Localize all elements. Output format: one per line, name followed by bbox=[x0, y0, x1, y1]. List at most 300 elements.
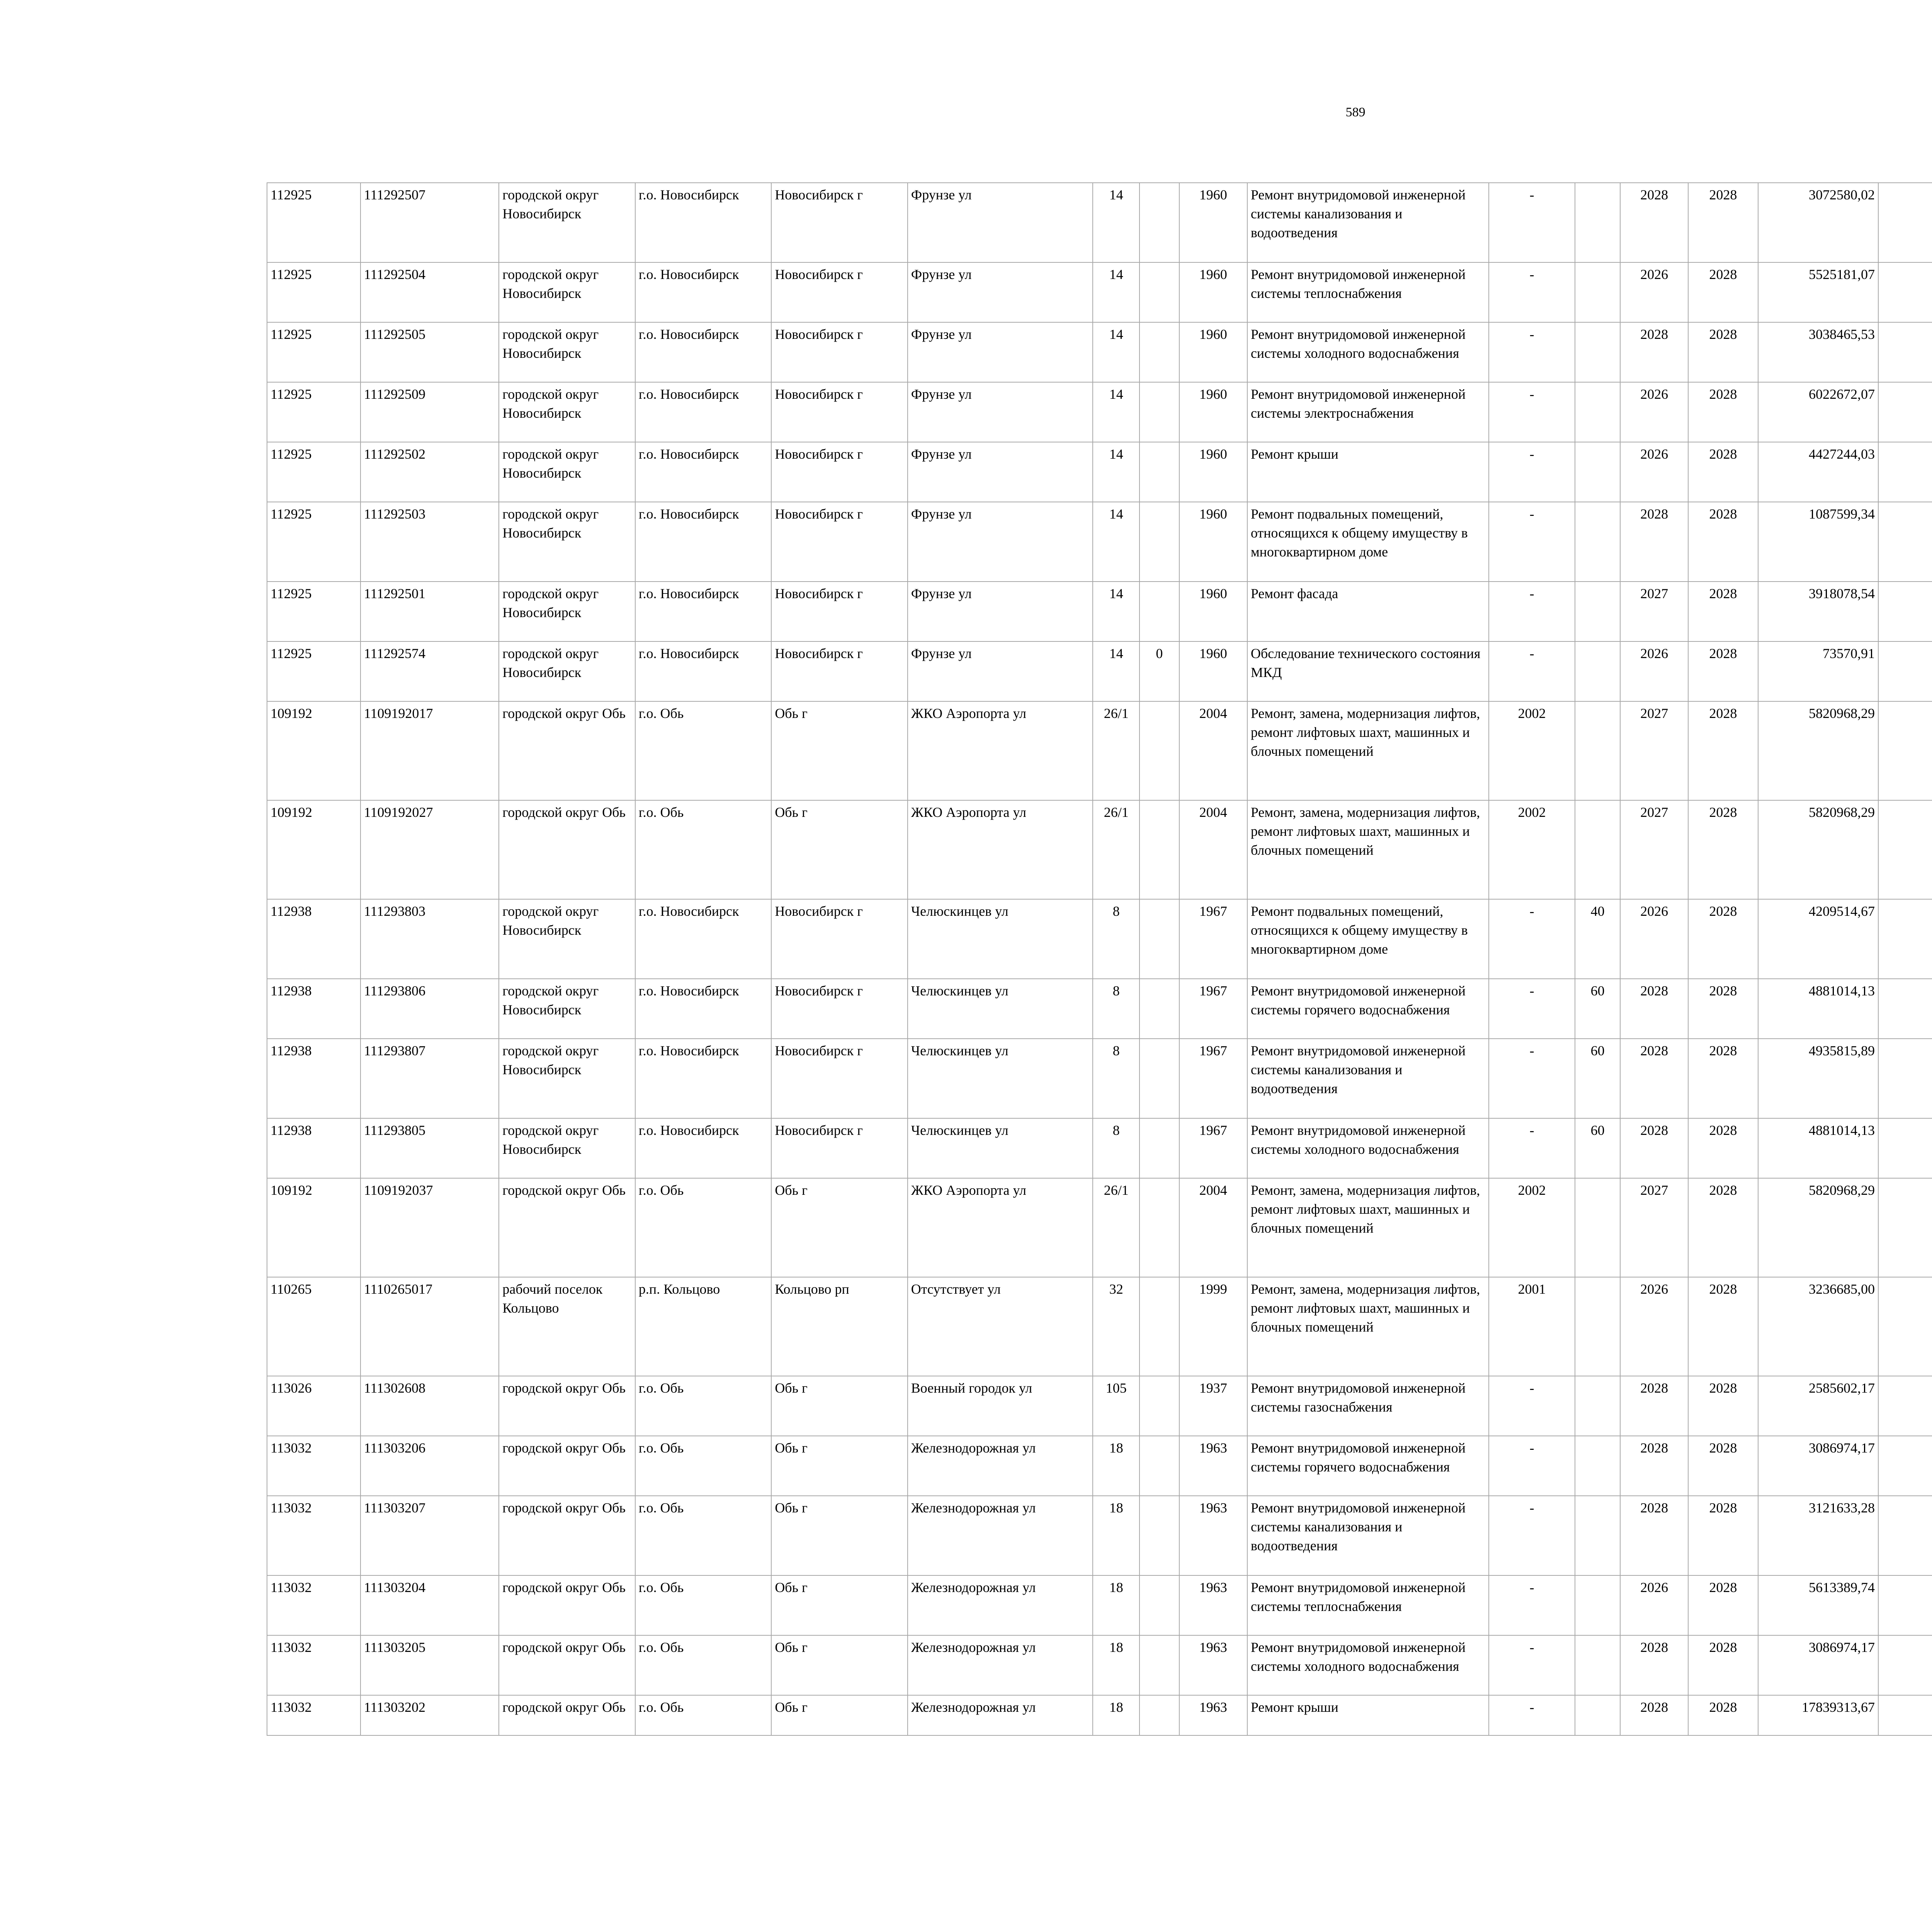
deadline-year-cell: 2028 bbox=[1688, 1118, 1758, 1178]
building-cell bbox=[1139, 899, 1179, 979]
build-year-cell: 1937 bbox=[1179, 1376, 1247, 1436]
house-id-cell: 112925 bbox=[267, 442, 361, 502]
settlement-cell: Обь г bbox=[771, 1635, 907, 1695]
deadline-year-cell: 2028 bbox=[1688, 582, 1758, 641]
build-year-cell: 1960 bbox=[1179, 582, 1247, 641]
cost-cell: 4935815,89 bbox=[1758, 1039, 1878, 1118]
work-type-cell: Ремонт внутридомовой инженерной системы горячего водоснабжения bbox=[1247, 1436, 1489, 1496]
settlement-cell: Новосибирск г bbox=[771, 899, 907, 979]
build-year-cell: 2004 bbox=[1179, 1178, 1247, 1277]
build-year-cell: 1960 bbox=[1179, 641, 1247, 701]
house-id-cell: 112938 bbox=[267, 899, 361, 979]
planned-year-cell: 2028 bbox=[1620, 1376, 1688, 1436]
build-year-cell: 1967 bbox=[1179, 1039, 1247, 1118]
settlement-cell: Обь г bbox=[771, 1496, 907, 1575]
work-type-cell: Ремонт внутридомовой инженерной системы газоснабжения bbox=[1247, 1376, 1489, 1436]
build-year-cell: 1960 bbox=[1179, 382, 1247, 442]
house-number-cell: 14 bbox=[1093, 183, 1139, 262]
wear-percent-cell bbox=[1575, 502, 1620, 582]
work-type-cell: Ремонт внутридомовой инженерной системы канализования и водоотведения bbox=[1247, 1496, 1489, 1575]
house-id-cell: 112925 bbox=[267, 641, 361, 701]
house-number-cell: 26/1 bbox=[1093, 1178, 1139, 1277]
total-cost-cell bbox=[1878, 899, 1932, 979]
planned-year-cell: 2027 bbox=[1620, 701, 1688, 800]
deadline-year-cell: 2028 bbox=[1688, 262, 1758, 322]
total-cost-cell bbox=[1878, 641, 1932, 701]
work-id-cell: 1109192017 bbox=[361, 701, 499, 800]
total-cost-cell bbox=[1878, 1635, 1932, 1695]
build-year-cell: 1960 bbox=[1179, 183, 1247, 262]
house-number-cell: 18 bbox=[1093, 1635, 1139, 1695]
cost-cell: 5613389,74 bbox=[1758, 1575, 1878, 1635]
table-row bbox=[267, 1436, 1932, 1496]
work-id-cell: 1109192037 bbox=[361, 1178, 499, 1277]
municipality-cell: городской округ Новосибирск bbox=[499, 382, 635, 442]
cost-cell: 5820968,29 bbox=[1758, 701, 1878, 800]
table-row bbox=[267, 1039, 1932, 1118]
district-cell: г.о. Новосибирск bbox=[635, 382, 771, 442]
settlement-cell: Обь г bbox=[771, 1575, 907, 1635]
house-number-cell: 8 bbox=[1093, 1118, 1139, 1178]
table-row bbox=[267, 582, 1932, 641]
district-cell: г.о. Новосибирск bbox=[635, 442, 771, 502]
cost-cell: 3086974,17 bbox=[1758, 1436, 1878, 1496]
deadline-year-cell: 2028 bbox=[1688, 800, 1758, 899]
district-cell: г.о. Новосибирск bbox=[635, 262, 771, 322]
last-repair-year-cell: - bbox=[1489, 899, 1575, 979]
build-year-cell: 2004 bbox=[1179, 800, 1247, 899]
work-type-cell: Ремонт внутридомовой инженерной системы электроснабжения bbox=[1247, 382, 1489, 442]
house-id-cell: 112925 bbox=[267, 183, 361, 262]
house-number-cell: 18 bbox=[1093, 1695, 1139, 1735]
district-cell: г.о. Новосибирск bbox=[635, 502, 771, 582]
district-cell: г.о. Новосибирск bbox=[635, 183, 771, 262]
house-id-cell: 112925 bbox=[267, 582, 361, 641]
wear-percent-cell bbox=[1575, 701, 1620, 800]
street-cell: Железнодорожная ул bbox=[908, 1635, 1093, 1695]
table-row bbox=[267, 442, 1932, 502]
work-id-cell: 111293807 bbox=[361, 1039, 499, 1118]
work-id-cell: 1110265017 bbox=[361, 1277, 499, 1376]
work-type-cell: Ремонт, замена, модернизация лифтов, ремонт лифтовых шахт, машинных и блочных помещений bbox=[1247, 1277, 1489, 1376]
last-repair-year-cell: - bbox=[1489, 979, 1575, 1039]
last-repair-year-cell: 2002 bbox=[1489, 1178, 1575, 1277]
planned-year-cell: 2028 bbox=[1620, 979, 1688, 1039]
work-type-cell: Обследование технического состояния МКД bbox=[1247, 641, 1489, 701]
building-cell bbox=[1139, 1436, 1179, 1496]
district-cell: г.о. Новосибирск bbox=[635, 899, 771, 979]
municipality-cell: городской округ Новосибирск bbox=[499, 582, 635, 641]
settlement-cell: Обь г bbox=[771, 1436, 907, 1496]
work-id-cell: 111303206 bbox=[361, 1436, 499, 1496]
cost-cell: 3918078,54 bbox=[1758, 582, 1878, 641]
wear-percent-cell: 60 bbox=[1575, 1039, 1620, 1118]
total-cost-cell bbox=[1878, 262, 1932, 322]
street-cell: Фрунзе ул bbox=[908, 641, 1093, 701]
street-cell: Челюскинцев ул bbox=[908, 899, 1093, 979]
settlement-cell: Новосибирск г bbox=[771, 502, 907, 582]
district-cell: г.о. Новосибирск bbox=[635, 1118, 771, 1178]
house-number-cell: 14 bbox=[1093, 582, 1139, 641]
last-repair-year-cell: 2002 bbox=[1489, 800, 1575, 899]
building-cell: 0 bbox=[1139, 641, 1179, 701]
wear-percent-cell bbox=[1575, 1575, 1620, 1635]
table-row bbox=[267, 979, 1932, 1039]
total-cost-cell bbox=[1878, 1178, 1932, 1277]
house-number-cell: 8 bbox=[1093, 899, 1139, 979]
house-number-cell: 8 bbox=[1093, 1039, 1139, 1118]
building-cell bbox=[1139, 582, 1179, 641]
settlement-cell: Новосибирск г bbox=[771, 442, 907, 502]
house-id-cell: 109192 bbox=[267, 701, 361, 800]
cost-cell: 5820968,29 bbox=[1758, 1178, 1878, 1277]
deadline-year-cell: 2028 bbox=[1688, 1575, 1758, 1635]
street-cell: Военный городок ул bbox=[908, 1376, 1093, 1436]
deadline-year-cell: 2028 bbox=[1688, 979, 1758, 1039]
page-number: 589 bbox=[1345, 105, 1366, 119]
house-id-cell: 113032 bbox=[267, 1436, 361, 1496]
work-id-cell: 111292502 bbox=[361, 442, 499, 502]
work-type-cell: Ремонт внутридомовой инженерной системы канализования и водоотведения bbox=[1247, 1039, 1489, 1118]
street-cell: ЖКО Аэропорта ул bbox=[908, 1178, 1093, 1277]
planned-year-cell: 2028 bbox=[1620, 1695, 1688, 1735]
work-id-cell: 111303207 bbox=[361, 1496, 499, 1575]
district-cell: г.о. Обь bbox=[635, 701, 771, 800]
house-number-cell: 105 bbox=[1093, 1376, 1139, 1436]
planned-year-cell: 2027 bbox=[1620, 1178, 1688, 1277]
deadline-year-cell: 2028 bbox=[1688, 1635, 1758, 1695]
deadline-year-cell: 2028 bbox=[1688, 502, 1758, 582]
total-cost-cell bbox=[1878, 1436, 1932, 1496]
municipality-cell: городской округ Новосибирск bbox=[499, 979, 635, 1039]
planned-year-cell: 2026 bbox=[1620, 382, 1688, 442]
house-number-cell: 14 bbox=[1093, 322, 1139, 382]
building-cell bbox=[1139, 1575, 1179, 1635]
cost-cell: 5820968,29 bbox=[1758, 800, 1878, 899]
table-row bbox=[267, 1178, 1932, 1277]
municipality-cell: городской округ Новосибирск bbox=[499, 641, 635, 701]
house-number-cell: 8 bbox=[1093, 979, 1139, 1039]
cost-cell: 3038465,53 bbox=[1758, 322, 1878, 382]
last-repair-year-cell: - bbox=[1489, 1436, 1575, 1496]
settlement-cell: Обь г bbox=[771, 1178, 907, 1277]
total-cost-cell bbox=[1878, 382, 1932, 442]
total-cost-cell bbox=[1878, 183, 1932, 262]
building-cell bbox=[1139, 1496, 1179, 1575]
building-cell bbox=[1139, 502, 1179, 582]
deadline-year-cell: 2028 bbox=[1688, 1039, 1758, 1118]
cost-cell: 4427244,03 bbox=[1758, 442, 1878, 502]
municipality-cell: городской округ Новосибирск bbox=[499, 262, 635, 322]
table-row bbox=[267, 701, 1932, 800]
wear-percent-cell bbox=[1575, 382, 1620, 442]
house-id-cell: 113032 bbox=[267, 1575, 361, 1635]
last-repair-year-cell: - bbox=[1489, 502, 1575, 582]
house-id-cell: 112925 bbox=[267, 262, 361, 322]
building-cell bbox=[1139, 183, 1179, 262]
building-cell bbox=[1139, 1039, 1179, 1118]
work-id-cell: 111303204 bbox=[361, 1575, 499, 1635]
work-id-cell: 111292504 bbox=[361, 262, 499, 322]
house-id-cell: 113032 bbox=[267, 1635, 361, 1695]
cost-cell: 3086974,17 bbox=[1758, 1635, 1878, 1695]
municipality-cell: городской округ Новосибирск bbox=[499, 322, 635, 382]
deadline-year-cell: 2028 bbox=[1688, 1436, 1758, 1496]
district-cell: г.о. Обь bbox=[635, 1178, 771, 1277]
district-cell: г.о. Обь bbox=[635, 1635, 771, 1695]
total-cost-cell bbox=[1878, 701, 1932, 800]
table-row bbox=[267, 899, 1932, 979]
table-row bbox=[267, 382, 1932, 442]
street-cell: Челюскинцев ул bbox=[908, 1039, 1093, 1118]
deadline-year-cell: 2028 bbox=[1688, 1178, 1758, 1277]
deadline-year-cell: 2028 bbox=[1688, 322, 1758, 382]
deadline-year-cell: 2028 bbox=[1688, 382, 1758, 442]
house-number-cell: 32 bbox=[1093, 1277, 1139, 1376]
street-cell: Фрунзе ул bbox=[908, 442, 1093, 502]
planned-year-cell: 2027 bbox=[1620, 800, 1688, 899]
deadline-year-cell: 2028 bbox=[1688, 442, 1758, 502]
deadline-year-cell: 2028 bbox=[1688, 1376, 1758, 1436]
build-year-cell: 2004 bbox=[1179, 701, 1247, 800]
work-type-cell: Ремонт, замена, модернизация лифтов, ремонт лифтовых шахт, машинных и блочных помещений bbox=[1247, 800, 1489, 899]
table-row bbox=[267, 641, 1932, 701]
table-row bbox=[267, 262, 1932, 322]
table-row bbox=[267, 502, 1932, 582]
house-id-cell: 113032 bbox=[267, 1695, 361, 1735]
settlement-cell: Новосибирск г bbox=[771, 322, 907, 382]
wear-percent-cell: 40 bbox=[1575, 899, 1620, 979]
wear-percent-cell bbox=[1575, 582, 1620, 641]
last-repair-year-cell: - bbox=[1489, 641, 1575, 701]
street-cell: ЖКО Аэропорта ул bbox=[908, 701, 1093, 800]
wear-percent-cell bbox=[1575, 1695, 1620, 1735]
last-repair-year-cell: - bbox=[1489, 1695, 1575, 1735]
table-row bbox=[267, 1695, 1932, 1735]
total-cost-cell bbox=[1878, 1376, 1932, 1436]
wear-percent-cell bbox=[1575, 322, 1620, 382]
work-type-cell: Ремонт фасада bbox=[1247, 582, 1489, 641]
total-cost-cell bbox=[1878, 979, 1932, 1039]
table-row bbox=[267, 1635, 1932, 1695]
planned-year-cell: 2026 bbox=[1620, 1575, 1688, 1635]
planned-year-cell: 2028 bbox=[1620, 1635, 1688, 1695]
street-cell: Отсутствует ул bbox=[908, 1277, 1093, 1376]
work-type-cell: Ремонт подвальных помещений, относящихся к общему имуществу в многоквартирном доме bbox=[1247, 899, 1489, 979]
wear-percent-cell bbox=[1575, 1496, 1620, 1575]
planned-year-cell: 2028 bbox=[1620, 502, 1688, 582]
work-type-cell: Ремонт внутридомовой инженерной системы теплоснабжения bbox=[1247, 1575, 1489, 1635]
street-cell: ЖКО Аэропорта ул bbox=[908, 800, 1093, 899]
cost-cell: 73570,91 bbox=[1758, 641, 1878, 701]
house-id-cell: 112938 bbox=[267, 1118, 361, 1178]
build-year-cell: 1960 bbox=[1179, 442, 1247, 502]
build-year-cell: 1960 bbox=[1179, 502, 1247, 582]
municipality-cell: городской округ Новосибирск bbox=[499, 1039, 635, 1118]
building-cell bbox=[1139, 262, 1179, 322]
municipality-cell: городской округ Обь bbox=[499, 1178, 635, 1277]
settlement-cell: Новосибирск г bbox=[771, 1039, 907, 1118]
cost-cell: 4209514,67 bbox=[1758, 899, 1878, 979]
building-cell bbox=[1139, 322, 1179, 382]
district-cell: г.о. Обь bbox=[635, 1436, 771, 1496]
work-type-cell: Ремонт, замена, модернизация лифтов, ремонт лифтовых шахт, машинных и блочных помещений bbox=[1247, 701, 1489, 800]
building-cell bbox=[1139, 1695, 1179, 1735]
wear-percent-cell bbox=[1575, 800, 1620, 899]
deadline-year-cell: 2028 bbox=[1688, 899, 1758, 979]
build-year-cell: 1960 bbox=[1179, 322, 1247, 382]
settlement-cell: Кольцово рп bbox=[771, 1277, 907, 1376]
total-cost-cell bbox=[1878, 1695, 1932, 1735]
house-number-cell: 14 bbox=[1093, 641, 1139, 701]
planned-year-cell: 2027 bbox=[1620, 582, 1688, 641]
municipality-cell: городской округ Новосибирск bbox=[499, 502, 635, 582]
street-cell: Фрунзе ул bbox=[908, 582, 1093, 641]
table-row bbox=[267, 1496, 1932, 1575]
planned-year-cell: 2026 bbox=[1620, 442, 1688, 502]
last-repair-year-cell: - bbox=[1489, 183, 1575, 262]
cost-cell: 3236685,00 bbox=[1758, 1277, 1878, 1376]
work-type-cell: Ремонт внутридомовой инженерной системы теплоснабжения bbox=[1247, 262, 1489, 322]
wear-percent-cell: 60 bbox=[1575, 979, 1620, 1039]
settlement-cell: Обь г bbox=[771, 800, 907, 899]
total-cost-cell bbox=[1878, 1575, 1932, 1635]
last-repair-year-cell: - bbox=[1489, 1496, 1575, 1575]
deadline-year-cell: 2028 bbox=[1688, 701, 1758, 800]
cost-cell: 6022672,07 bbox=[1758, 382, 1878, 442]
deadline-year-cell: 2028 bbox=[1688, 641, 1758, 701]
work-id-cell: 111292507 bbox=[361, 183, 499, 262]
street-cell: Фрунзе ул bbox=[908, 183, 1093, 262]
wear-percent-cell: 60 bbox=[1575, 1118, 1620, 1178]
build-year-cell: 1963 bbox=[1179, 1575, 1247, 1635]
municipality-cell: городской округ Новосибирск bbox=[499, 899, 635, 979]
last-repair-year-cell: - bbox=[1489, 1376, 1575, 1436]
deadline-year-cell: 2028 bbox=[1688, 1496, 1758, 1575]
work-type-cell: Ремонт крыши bbox=[1247, 1695, 1489, 1735]
deadline-year-cell: 2028 bbox=[1688, 183, 1758, 262]
settlement-cell: Обь г bbox=[771, 1376, 907, 1436]
total-cost-cell bbox=[1878, 442, 1932, 502]
table-row bbox=[267, 800, 1932, 899]
work-id-cell: 111303202 bbox=[361, 1695, 499, 1735]
building-cell bbox=[1139, 701, 1179, 800]
municipality-cell: городской округ Обь bbox=[499, 1436, 635, 1496]
planned-year-cell: 2026 bbox=[1620, 899, 1688, 979]
municipality-cell: городской округ Новосибирск bbox=[499, 1118, 635, 1178]
work-id-cell: 111292503 bbox=[361, 502, 499, 582]
work-type-cell: Ремонт внутридомовой инженерной системы канализования и водоотведения bbox=[1247, 183, 1489, 262]
wear-percent-cell bbox=[1575, 1376, 1620, 1436]
municipality-cell: городской округ Обь bbox=[499, 1635, 635, 1695]
house-id-cell: 112925 bbox=[267, 502, 361, 582]
total-cost-cell bbox=[1878, 1118, 1932, 1178]
house-number-cell: 18 bbox=[1093, 1496, 1139, 1575]
street-cell: Железнодорожная ул bbox=[908, 1436, 1093, 1496]
settlement-cell: Новосибирск г bbox=[771, 979, 907, 1039]
total-cost-cell bbox=[1878, 800, 1932, 899]
street-cell: Фрунзе ул bbox=[908, 382, 1093, 442]
work-id-cell: 111303205 bbox=[361, 1635, 499, 1695]
wear-percent-cell bbox=[1575, 641, 1620, 701]
work-type-cell: Ремонт внутридомовой инженерной системы холодного водоснабжения bbox=[1247, 322, 1489, 382]
street-cell: Челюскинцев ул bbox=[908, 979, 1093, 1039]
district-cell: г.о. Обь bbox=[635, 800, 771, 899]
last-repair-year-cell: - bbox=[1489, 1575, 1575, 1635]
planned-year-cell: 2028 bbox=[1620, 1039, 1688, 1118]
district-cell: г.о. Новосибирск bbox=[635, 322, 771, 382]
cost-cell: 2585602,17 bbox=[1758, 1376, 1878, 1436]
deadline-year-cell: 2028 bbox=[1688, 1695, 1758, 1735]
settlement-cell: Новосибирск г bbox=[771, 641, 907, 701]
table-row bbox=[267, 1575, 1932, 1635]
building-cell bbox=[1139, 1277, 1179, 1376]
building-cell bbox=[1139, 1635, 1179, 1695]
work-id-cell: 1109192027 bbox=[361, 800, 499, 899]
build-year-cell: 1963 bbox=[1179, 1635, 1247, 1695]
municipality-cell: городской округ Новосибирск bbox=[499, 442, 635, 502]
cost-cell: 17839313,67 bbox=[1758, 1695, 1878, 1735]
last-repair-year-cell: - bbox=[1489, 1635, 1575, 1695]
house-number-cell: 14 bbox=[1093, 262, 1139, 322]
build-year-cell: 1960 bbox=[1179, 262, 1247, 322]
municipality-cell: городской округ Обь bbox=[499, 800, 635, 899]
wear-percent-cell bbox=[1575, 262, 1620, 322]
total-cost-cell bbox=[1878, 1277, 1932, 1376]
building-cell bbox=[1139, 979, 1179, 1039]
house-number-cell: 26/1 bbox=[1093, 701, 1139, 800]
total-cost-cell bbox=[1878, 322, 1932, 382]
wear-percent-cell bbox=[1575, 1277, 1620, 1376]
house-id-cell: 113026 bbox=[267, 1376, 361, 1436]
last-repair-year-cell: - bbox=[1489, 1039, 1575, 1118]
municipality-cell: городской округ Обь bbox=[499, 1376, 635, 1436]
district-cell: г.о. Обь bbox=[635, 1695, 771, 1735]
house-number-cell: 18 bbox=[1093, 1575, 1139, 1635]
wear-percent-cell bbox=[1575, 1635, 1620, 1695]
work-id-cell: 111293803 bbox=[361, 899, 499, 979]
work-type-cell: Ремонт внутридомовой инженерной системы холодного водоснабжения bbox=[1247, 1635, 1489, 1695]
capital-repair-table bbox=[267, 182, 1932, 1736]
work-type-cell: Ремонт крыши bbox=[1247, 442, 1489, 502]
building-cell bbox=[1139, 1178, 1179, 1277]
cost-cell: 4881014,13 bbox=[1758, 1118, 1878, 1178]
street-cell: Фрунзе ул bbox=[908, 262, 1093, 322]
table-row bbox=[267, 1118, 1932, 1178]
planned-year-cell: 2028 bbox=[1620, 1436, 1688, 1496]
work-id-cell: 111302608 bbox=[361, 1376, 499, 1436]
total-cost-cell bbox=[1878, 502, 1932, 582]
work-id-cell: 111293806 bbox=[361, 979, 499, 1039]
settlement-cell: Новосибирск г bbox=[771, 1118, 907, 1178]
house-number-cell: 14 bbox=[1093, 382, 1139, 442]
street-cell: Железнодорожная ул bbox=[908, 1575, 1093, 1635]
last-repair-year-cell: 2001 bbox=[1489, 1277, 1575, 1376]
house-number-cell: 14 bbox=[1093, 442, 1139, 502]
work-id-cell: 111292574 bbox=[361, 641, 499, 701]
municipality-cell: городской округ Обь bbox=[499, 1695, 635, 1735]
work-id-cell: 111292509 bbox=[361, 382, 499, 442]
total-cost-cell bbox=[1878, 1039, 1932, 1118]
house-id-cell: 112938 bbox=[267, 1039, 361, 1118]
wear-percent-cell bbox=[1575, 1436, 1620, 1496]
municipality-cell: городской округ Обь bbox=[499, 701, 635, 800]
house-id-cell: 112938 bbox=[267, 979, 361, 1039]
building-cell bbox=[1139, 442, 1179, 502]
street-cell: Фрунзе ул bbox=[908, 502, 1093, 582]
work-id-cell: 111292501 bbox=[361, 582, 499, 641]
building-cell bbox=[1139, 1118, 1179, 1178]
